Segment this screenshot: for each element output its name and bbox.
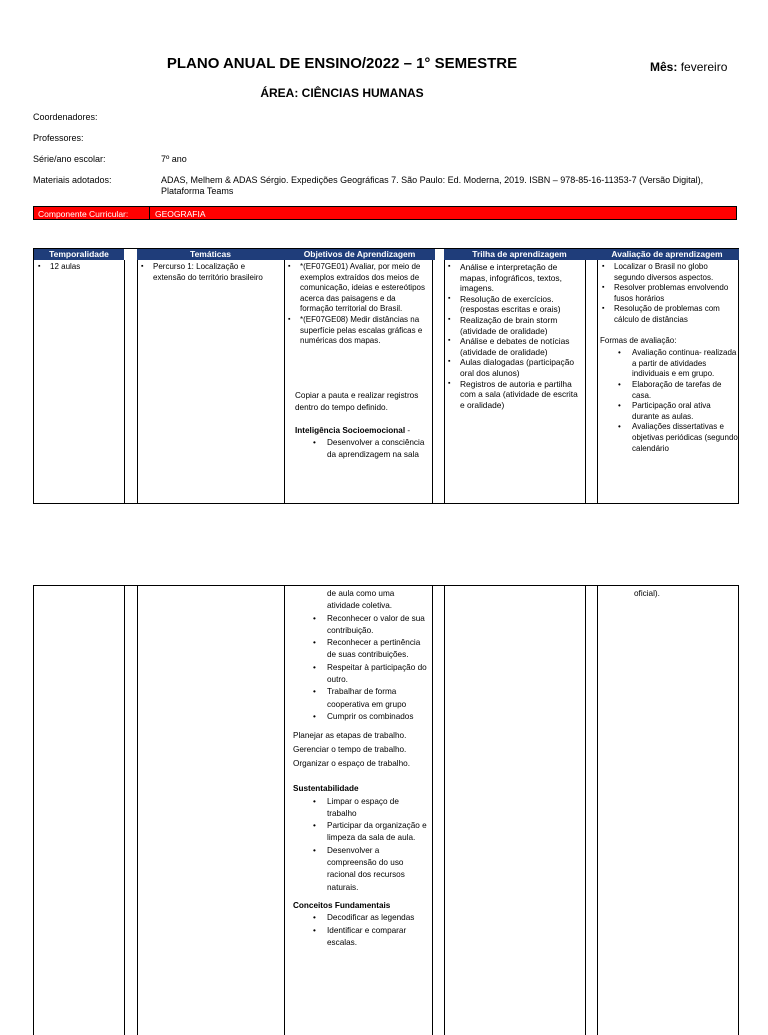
sust-item: • Desenvolver a compreensão do uso racional dos recursos naturais. bbox=[295, 845, 429, 894]
trilha-item: ▪ Realização de brain storm (atividade de oralidade) bbox=[446, 315, 584, 336]
plan-table-page1 bbox=[33, 248, 739, 504]
forma-item: • Elaboração de tarefas de casa. bbox=[600, 380, 738, 401]
socio-item: • Trabalhar de forma cooperativa em grupo bbox=[295, 686, 429, 711]
forma-item: • Avaliações dissertativas e objetivas periódicas (segundo calendário bbox=[600, 422, 738, 454]
col-divider bbox=[137, 586, 138, 1035]
planejar-line: Gerenciar o tempo de trabalho. bbox=[293, 745, 407, 755]
componente-label: Componente Curricular: bbox=[38, 209, 129, 219]
area-title: ÁREA: CIÊNCIAS HUMANAS bbox=[260, 86, 424, 100]
col-divider bbox=[444, 586, 445, 1035]
header-objetivos: Objetivos de Aprendizagem bbox=[284, 249, 435, 260]
col-divider bbox=[444, 260, 445, 503]
sust-item: • Limpar o espaço de trabalho bbox=[295, 796, 429, 821]
header-avaliacao: Avaliação de aprendizagem bbox=[595, 249, 739, 260]
avaliacao-item: ▪ Resolução de problemas com cálculo de distâncias bbox=[600, 304, 738, 325]
serie-value: 7º ano bbox=[161, 154, 187, 164]
col-divider bbox=[432, 260, 433, 503]
col-divider bbox=[137, 260, 138, 503]
trilha-item: ▪ Análise e interpretação de mapas, infográficos, textos, imagens. bbox=[446, 262, 584, 294]
serie-label: Série/ano escolar: bbox=[33, 154, 106, 164]
professores-label: Professores: bbox=[33, 133, 84, 143]
month-indicator bbox=[650, 60, 727, 74]
coordenadores-label: Coordenadores: bbox=[33, 112, 98, 122]
sust-item: • Participar da organização e limpeza da sala de aula. bbox=[295, 820, 429, 845]
formas-heading: Formas de avaliação: bbox=[600, 335, 677, 345]
col-divider bbox=[597, 260, 598, 503]
forma-item: • Avaliação continua- realizada a partir de atividades individuais e em grupo. bbox=[600, 348, 738, 380]
avaliacao-item: ▪ Resolver problemas envolvendo fusos horários bbox=[600, 283, 738, 304]
materiais-label: Materiais adotados: bbox=[33, 175, 112, 185]
objetivo-item: ▪ *(EF07GE08) Medir distâncias na superfície pelas escalas gráficas e numéricas dos mapas. bbox=[286, 315, 426, 347]
socio-heading: Inteligência Socioemocional - bbox=[295, 425, 411, 435]
trilha-item: ▪ Análise e debates de notícias (atividade de oralidade) bbox=[446, 336, 584, 357]
socio-item: • Desenvolver a consciência da aprendizagem na sala bbox=[295, 437, 429, 462]
conc-item: • Identificar e comparar escalas. bbox=[295, 925, 429, 950]
componente-value: GEOGRAFIA bbox=[155, 209, 206, 219]
sust-heading: Sustentabilidade bbox=[293, 784, 359, 794]
socio-item: • Respeitar à participação do outro. bbox=[295, 662, 429, 687]
col-divider bbox=[284, 260, 285, 503]
col-divider bbox=[124, 260, 125, 503]
col-divider bbox=[432, 586, 433, 1035]
socio-item: • Cumprir os combinados bbox=[295, 711, 429, 723]
componente-divider bbox=[149, 207, 150, 219]
planejar-line: Organizar o espaço de trabalho. bbox=[293, 759, 410, 769]
tematica-item: ▪ Percurso 1: Localização e extensão do território brasileiro bbox=[139, 262, 269, 283]
header-temporalidade: Temporalidade bbox=[34, 249, 124, 260]
col-divider bbox=[597, 586, 598, 1035]
trilha-item: ▪ Registros de autoria e partilha com a sala (atividade de escrita e oralidade) bbox=[446, 379, 584, 411]
planejar-line: Planejar as etapas de trabalho. bbox=[293, 731, 407, 741]
plan-table-page2 bbox=[33, 585, 739, 1035]
componente-bar bbox=[33, 206, 737, 220]
socio-continuation: de aula como uma atividade coletiva. bbox=[327, 589, 395, 611]
trilha-item: ▪ Resolução de exercícios. (respostas escritas e orais) bbox=[446, 294, 584, 315]
materiais-value: ADAS, Melhem & ADAS Sérgio. Expedições Geográficas 7. São Paulo: Ed. Moderna, 2019. ISBN – 978-85-16-11353-7 (Versão Digital), Plataforma Teams bbox=[161, 175, 704, 196]
avaliacao-item: ▪ Localizar o Brasil no globo segundo diversos aspectos. bbox=[600, 262, 738, 283]
formas-continuation: oficial). bbox=[634, 589, 660, 598]
col-divider bbox=[284, 586, 285, 1035]
plan-title: PLANO ANUAL DE ENSINO/2022 – 1° SEMESTRE bbox=[166, 55, 518, 72]
col-divider bbox=[585, 586, 586, 1035]
conc-heading: Conceitos Fundamentais bbox=[293, 900, 391, 910]
pauta-text: Copiar a pauta e realizar registros dentro do tempo definido. bbox=[295, 391, 419, 413]
header-tematicas: Temáticas bbox=[137, 249, 284, 260]
header-trilha: Trilha de aprendizagem bbox=[444, 249, 595, 260]
conc-item: • Decodificar as legendas bbox=[295, 912, 429, 924]
col-divider bbox=[124, 586, 125, 1035]
socio-item: • Reconhecer o valor de sua contribuição. bbox=[295, 613, 429, 638]
forma-item: • Participação oral ativa durante as aulas. bbox=[600, 401, 738, 422]
trilha-item: ▪ Aulas dialogadas (participação oral dos alunos) bbox=[446, 357, 584, 378]
month-label: Mês: bbox=[650, 60, 678, 74]
socio-item: • Reconhecer a pertinência de suas contribuições. bbox=[295, 637, 429, 662]
month-value: fevereiro bbox=[680, 60, 728, 74]
temporalidade-item: ▪ 12 aulas bbox=[36, 262, 122, 273]
col-divider bbox=[585, 260, 586, 503]
objetivo-item: ▪ *(EF07GE01) Avaliar, por meio de exemplos extraídos dos meios de comunicação, ideias e estereótipos acerca das paisagens e da formação territorial do Brasil. bbox=[286, 262, 426, 315]
